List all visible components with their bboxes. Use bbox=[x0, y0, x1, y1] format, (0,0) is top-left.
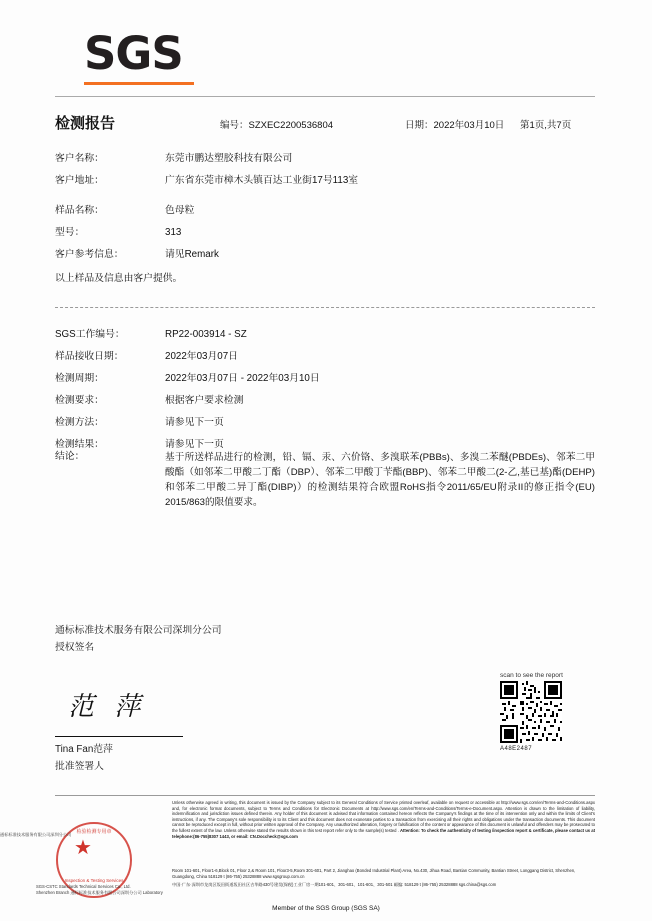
qr-code-svg bbox=[500, 681, 562, 743]
conclusion-label: 结论： bbox=[55, 451, 85, 462]
page-title: 检测报告 bbox=[55, 115, 116, 132]
info-row bbox=[55, 416, 595, 429]
test-period-value: 2022年03月07日 - 2022年03月10日 bbox=[165, 373, 320, 384]
seal-company-line-2: Shenzhen Branch 通标标准技术服务有限公司深圳分公司 Laboratory bbox=[36, 889, 163, 895]
qr-code-id: A48E2487 bbox=[500, 746, 533, 752]
page-indicator: 第1页,共7页 bbox=[520, 120, 572, 131]
footer-disclaimer-text: Unless otherwise agreed in writing, this document is issued by the Company subject to its General Conditions of Service printed overleaf, available on request or accessible at http://www.sgs.com/en/Terms-and-Conditions.aspx and, for electronic format documents, subject to Terms and Conditions for Electronic Documents at http://www.sgs.com/en/Terms-and-Conditions/Terms-e-Document.aspx. Attention is drawn to the limitation of liability, indemnification and jurisdiction issues defined therein. Any holder of this document is advised that information contained hereon reflects the Company's findings at the time of its intervention only and within the limits of Client's instructions, if any. The Company's sole responsibility is to its Client and this document does not exonerate parties to a transaction from exercising all their rights and obligations under the transaction documents. This document cannot be reproduced except in full, without prior written approval of the Company. Any unauthorized alteration, forgery or falsification of the content or appearance of this document is unlawful and offenders may be prosecuted to the fullest extent of the law. Unless otherwise stated the results shown in this test report refer only to the sample(s) tested . bbox=[172, 800, 595, 833]
signer-name: Tina Fan范萍 bbox=[55, 744, 113, 755]
seal-top-text: 检验检测专用章 bbox=[76, 829, 112, 835]
customer-info-block bbox=[55, 152, 595, 196]
info-row bbox=[55, 226, 595, 239]
report-header-row bbox=[55, 112, 595, 133]
info-row bbox=[55, 152, 595, 165]
logo-accent-bar bbox=[84, 82, 194, 85]
test-period-label: 检测周期： bbox=[55, 373, 104, 384]
info-row bbox=[55, 328, 595, 341]
footer-member-line: Member of the SGS Group (SGS SA) bbox=[272, 905, 380, 912]
test-request-value: 根据客户要求检测 bbox=[165, 395, 244, 406]
issuing-company: 通标标准技术服务有限公司深圳分公司 bbox=[55, 625, 222, 636]
footer-divider bbox=[55, 795, 595, 796]
info-row bbox=[55, 350, 595, 363]
signer-details bbox=[55, 741, 113, 775]
footer-address-en: Room 101-601, Floor1-6,Block 01, Floor 2,& Room 101, Floor3-5,Room 301-601, Part 2, Jianghao (Bonded Industrial Plant) Area, No.430, Jihua Road, Bantian Community, Bantian Street, Longgang District, Shenzhen, Guangdong, China 518129 t (86-755) 25328888 www.sgsgroup.com.cn bbox=[172, 868, 576, 879]
footer-contact-notice: Attention: To check the authenticity of testing /inspection report & certificate, please contact us at telephone:(86-755)8307 1443, or email: CN.Doccheck@sgs.com bbox=[172, 827, 596, 839]
customer-address-label: 客户地址： bbox=[55, 175, 104, 186]
qr-code-icon[interactable] bbox=[500, 681, 562, 743]
test-method-label: 检测方法： bbox=[55, 417, 104, 428]
model-value: 313 bbox=[165, 227, 182, 238]
conclusion-text: 基于所送样品进行的检测，铅、镉、汞、六价铬、多溴联苯(PBBs)、多溴二苯醚(PBDEs)、邻苯二甲酸酯（如邻苯二甲酸二丁酯（DBP）、邻苯二甲酸丁苄酯(BBP)、邻苯二甲酸二(2-乙,基已基)酯(DEHP)和邻苯二甲酸二异丁酯(DIBP)）的检测结果符合欧盟RoHS指令2011/65/EU附录II的修正指令(EU) 2015/863的限值要求。 bbox=[165, 452, 595, 508]
signature-line bbox=[55, 736, 183, 737]
seal-company-line-1: SGS-CSTC Standards Technical Services Co., Ltd. bbox=[36, 884, 131, 889]
info-row bbox=[55, 248, 595, 261]
report-date: 日期：2022年03月10日 bbox=[405, 120, 505, 131]
header-divider bbox=[55, 96, 595, 97]
work-info-block bbox=[55, 328, 595, 460]
sample-name-label: 样品名称： bbox=[55, 205, 104, 216]
customer-name-label: 客户名称： bbox=[55, 153, 104, 164]
sample-name-value: 色母粒 bbox=[165, 205, 195, 216]
authorized-signature-label: 授权签名 bbox=[55, 642, 95, 653]
test-result-value: 请参见下一页 bbox=[165, 439, 224, 450]
customer-ref-value: 请见Remark bbox=[165, 249, 219, 260]
sample-received-label: 样品接收日期： bbox=[55, 351, 124, 362]
test-result-label: 检测结果： bbox=[55, 439, 104, 450]
model-label: 型号： bbox=[55, 227, 85, 238]
footer-address-cn: 中国·广东·深圳市龙岗区坂田街道坂田社区吉华路430号建昊(保税)工业厂房一期101-601、301-601、101-601、301-501 邮编: 518129 t (86-755) 25328888 sgs.china@sgs.com bbox=[172, 882, 497, 887]
handwritten-signature: 范 萍 bbox=[68, 692, 147, 722]
signature-block bbox=[55, 622, 385, 656]
test-request-label: 检测要求： bbox=[55, 395, 104, 406]
qr-caption: scan to see the report bbox=[500, 672, 563, 679]
sgs-logo bbox=[84, 28, 204, 80]
sample-info-block bbox=[55, 204, 595, 284]
customer-address-value: 广东省东莞市樟木头镇百达工业街17号113室 bbox=[165, 175, 359, 186]
conclusion-block bbox=[55, 450, 595, 519]
provided-note: 以上样品及信息由客户提供。 bbox=[55, 273, 183, 284]
customer-name-value: 东莞市鹏达塑胶科技有限公司 bbox=[165, 153, 293, 164]
report-number: 编号：SZXEC2200536804 bbox=[220, 120, 334, 131]
info-row bbox=[55, 394, 595, 407]
info-row bbox=[55, 174, 595, 187]
sgs-job-no-value: RP22-003914 - SZ bbox=[165, 329, 247, 340]
info-row bbox=[55, 204, 595, 217]
seal-bottom-text: Inspection & Testing Services bbox=[64, 878, 124, 883]
seal-side-text: 通标标准技术服务有限公司深圳分公司 bbox=[0, 832, 72, 837]
footer-disclaimer bbox=[172, 800, 595, 839]
sgs-job-no-label: SGS工作编号： bbox=[55, 329, 125, 340]
section-divider-1 bbox=[55, 307, 595, 308]
customer-ref-label: 客户参考信息： bbox=[55, 249, 124, 260]
info-row bbox=[55, 372, 595, 385]
conclusion-row bbox=[55, 450, 595, 510]
signer-role: 批准签署人 bbox=[55, 761, 104, 772]
sgs-logo-text: SGS bbox=[84, 27, 183, 80]
seal-company-lines bbox=[36, 884, 171, 896]
sample-received-value: 2022年03月07日 bbox=[165, 351, 238, 362]
test-method-value: 请参见下一页 bbox=[165, 417, 224, 428]
